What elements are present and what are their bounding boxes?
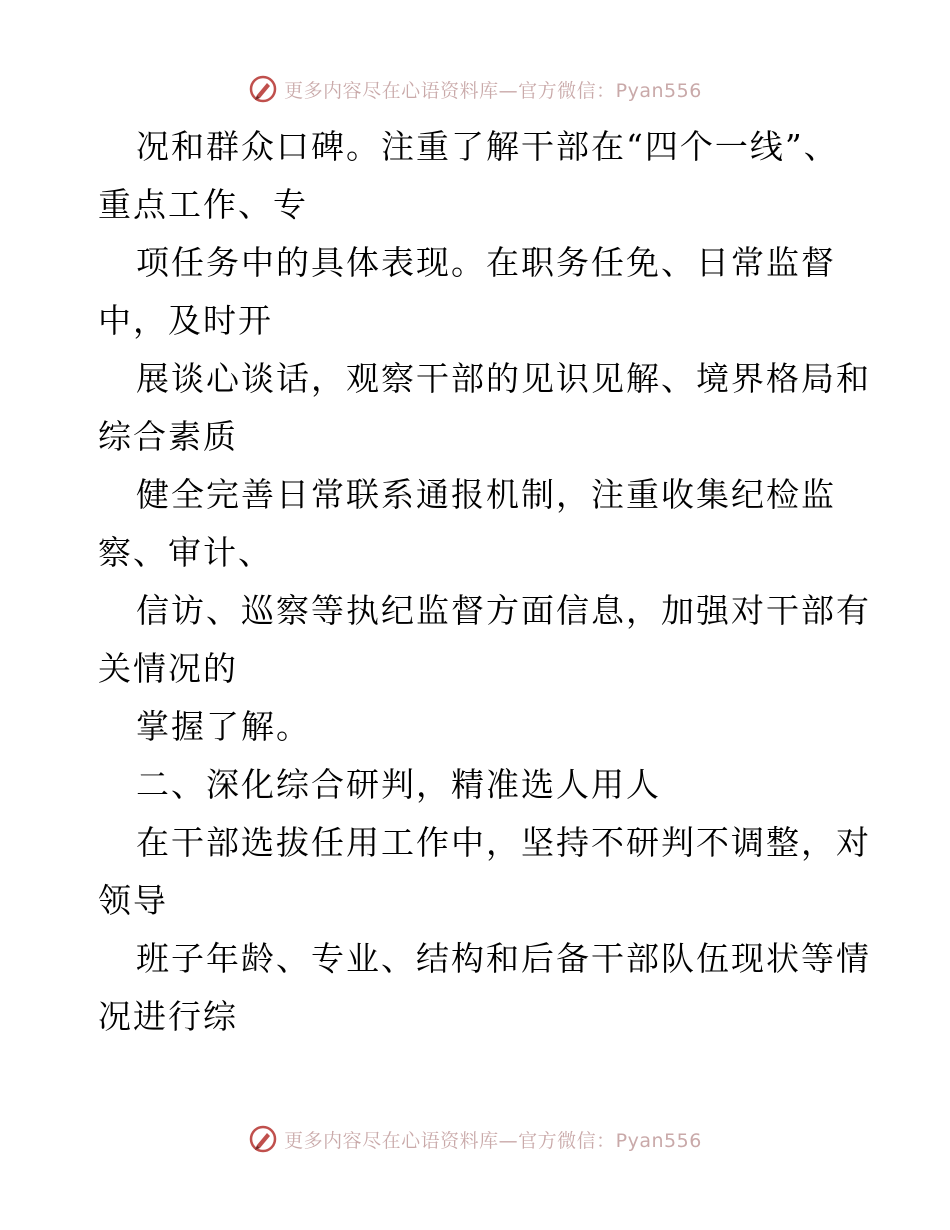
text-line: 班子年龄、专业、结构和后备干部队伍现状等情: [136, 939, 871, 978]
text-line: 二、深化综合研判，精准选人用人: [136, 765, 661, 804]
text-line: 关情况的: [98, 649, 238, 688]
text-line: 信访、巡察等执纪监督方面信息，加强对干部有: [136, 591, 871, 630]
watermark-text: 更多内容尽在心语资料库—官方微信：Pyan556: [284, 1129, 702, 1152]
text-line: 中，及时开: [98, 301, 273, 340]
text-line: 健全完善日常联系通报机制，注重收集纪检监: [136, 475, 836, 514]
text-line: 项任务中的具体表现。在职务任免、日常监督: [136, 243, 836, 282]
text-line: 综合素质: [98, 417, 238, 456]
text-line: 领导: [98, 881, 168, 920]
pen-logo-icon: [248, 1124, 278, 1154]
text-line: 在干部选拔任用工作中，坚持不研判不调整，对: [136, 823, 871, 862]
footer-watermark: [0, 1122, 950, 1156]
text-line: 掌握了解。: [136, 707, 311, 746]
watermark-text: 更多内容尽在心语资料库—官方微信：Pyan556: [284, 79, 702, 102]
text-line: 况和群众口碑。注重了解干部在“四个一线”、: [136, 127, 839, 166]
document-body: [98, 118, 871, 1046]
text-line: 展谈心谈话，观察干部的见识见解、境界格局和: [136, 359, 871, 398]
text-line: 况进行综: [98, 997, 238, 1036]
text-line: 察、审计、: [98, 533, 273, 572]
text-line: 重点工作、专: [98, 185, 308, 224]
pen-logo-icon: [248, 74, 278, 104]
header-watermark: [0, 72, 950, 106]
